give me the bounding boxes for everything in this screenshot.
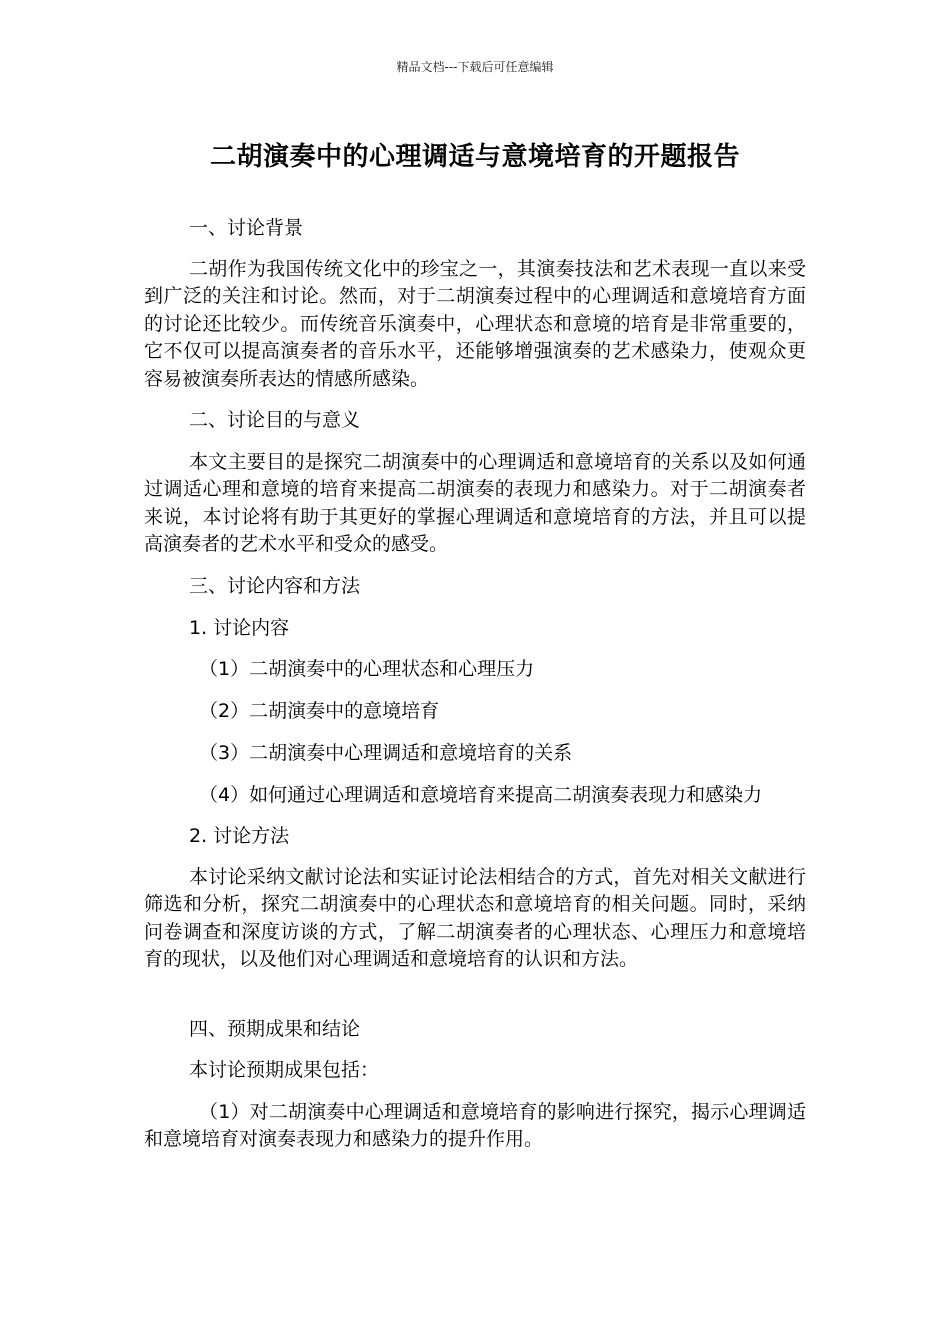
content-item: （4）如何通过心理调适和意境培育来提高二胡演奏表现力和感染力 (199, 784, 763, 806)
content-item: （2）二胡演奏中的意境培育 (199, 700, 440, 722)
section-3-subheading-method: 2. 讨论方法 (189, 825, 290, 847)
section-3-paragraph: 本讨论采纳文献讨论法和实证讨论法相结合的方式，首先对相关文献进行筛选和分析，探究二胡演奏中的心理状态和意境培育的相关问题。同时，采纳问卷调查和深度访谈的方式，了解二胡演奏者的心理状态、心理压力和意境培育的现状，以及他们对心理调适和意境培育的认识和方法。 (144, 866, 806, 971)
document-title: 二胡演奏中的心理调适与意境培育的开题报告 (209, 142, 740, 172)
section-4-intro: 本讨论预期成果包括： (189, 1059, 380, 1081)
section-3-heading: 三、讨论内容和方法 (189, 575, 361, 597)
section-4-item-1: （1）对二胡演奏中心理调适和意境培育的影响进行探究，揭示心理调适和意境培育对演奏表现力和感染力的提升作用。 (144, 1101, 806, 1151)
section-2-heading: 二、讨论目的与意义 (189, 409, 361, 431)
page-header: 精品文档---下载后可任意编辑 (396, 60, 554, 74)
section-1-paragraph: 二胡作为我国传统文化中的珍宝之一，其演奏技法和艺术表现一直以来受到广泛的关注和讨论。然而，对于二胡演奏过程中的心理调适和意境培育方面的讨论还比较少。而传统音乐演奏中，心理状态和意境的培育是非常重要的，它不仅可以提高演奏者的音乐水平，还能够增强演奏的艺术感染力，使观众更容易被演奏所表达的情感所感染。 (144, 258, 806, 390)
section-2-paragraph: 本文主要目的是探究二胡演奏中的心理调适和意境培育的关系以及如何通过调适心理和意境的培育来提高二胡演奏的表现力和感染力。对于二胡演奏者来说，本讨论将有助于其更好的掌握心理调适和意境培育的方法，并且可以提高演奏者的艺术水平和受众的感受。 (144, 451, 806, 556)
content-item: （1）二胡演奏中的心理状态和心理压力 (199, 658, 535, 680)
content-item: （3）二胡演奏中心理调适和意境培育的关系 (199, 742, 573, 764)
section-4-heading: 四、预期成果和结论 (189, 1018, 361, 1040)
section-1-heading: 一、讨论背景 (189, 217, 304, 239)
section-3-subheading-content: 1. 讨论内容 (189, 617, 290, 639)
